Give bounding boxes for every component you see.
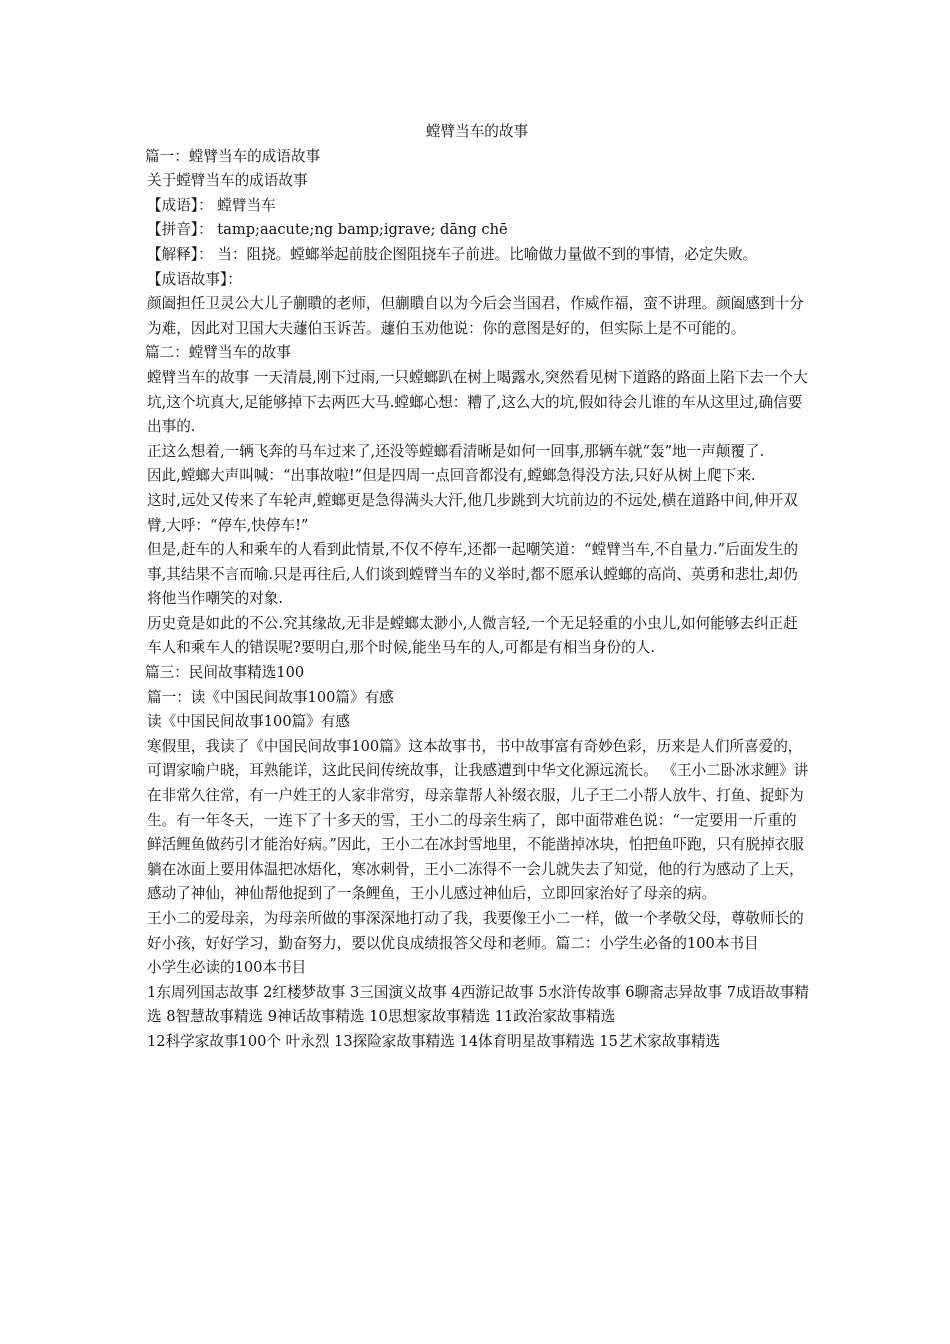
subheading: 关于螳臂当车的成语故事 [147, 172, 308, 190]
paragraph: 正这么想着,一辆飞奔的马车过来了,还没等螳螂看清晰是如何一回事,那辆车就“轰”地一声颠覆了. [147, 442, 765, 460]
explanation-field: 【解释】： 当：阻挠。螳螂举起前肢企图阻挠车子前进。比喻做力量做不到的事情，必定失败。 [147, 245, 758, 263]
idiom-field: 【成语】： 螳臂当车 [147, 196, 276, 214]
pinyin-field: 【拼音】： tamp;aacute;ng bamp;igrave; dāng chē [147, 221, 508, 239]
paragraph: 因此,螳螂大声叫喊：“出事故啦!”但是四周一点回音都没有,螳螂急得没方法,只好从树上爬下来. [147, 467, 756, 485]
paragraph: 王小二的爱母亲，为母亲所做的事深深地打动了我，我要像王小二一样，做一个孝敬父母，尊敬师长的好小孩，好好学习，勤奋努力，要以优良成绩报答父母和老师。篇二：小学生必备的100本书目 [147, 910, 804, 952]
paragraph: 但是,赶车的人和乘车的人看到此情景,不仅不停车,还都一起嘲笑道：“螳臂当车,不自量力.”后面发生的事,其结果不言而喻.只是再往后,人们谈到螳臂当车的义举时,都不愿承认螳螂的高尚、英勇和悲壮,却仍将他当作嘲笑的对象. [147, 541, 799, 608]
story-label: 【成语故事】： [147, 270, 242, 288]
subheading: 小学生必读的100本书目 [147, 959, 307, 977]
paragraph: 历史竟是如此的不公.究其缘故,无非是螳螂太渺小,人微言轻,一个无足轻重的小虫儿,如何能够去纠正赶车人和乘车人的错误呢?要明白,那个时候,能坐马车的人,可都是有相当身份的人. [147, 614, 798, 657]
document-title: 螳臂当车的故事 [425, 123, 529, 140]
book-list: 12科学家故事100个 叶永烈 13探险家故事精选 14体育明星故事精选 15艺术家故事精选 [147, 1032, 721, 1050]
section-heading: 篇一：螳臂当车的成语故事 [145, 147, 321, 165]
paragraph: 螳臂当车的故事 一天清晨,刚下过雨,一只螳螂趴在树上喝露水,突然看见树下道路的路面上陷下去一个大坑,这个坑真大,足能够掉下去两匹大马.螳螂心想：糟了,这么大的坑,假如待会儿谁的车从这里过,确信要出事的. [147, 368, 808, 436]
subheading: 篇一：读《中国民间故事100篇》有感 [147, 688, 394, 706]
paragraph: 寒假里，我读了《中国民间故事100篇》这本故事书，书中故事富有奇妙色彩，历来是人们所喜爱的，可谓家喻户晓，耳熟能详，这此民间传统故事，让我感遭到中华文化源远流长。 《王小二卧冰求鲤》讲在非常久往常，有一户姓王的人家非常穷，母亲靠帮人补缀衣服，儿子王二小帮人放牛、打鱼、捉虾为生。有一年冬天，一连下了十多天的雪，王小二的母亲生病了，郎中面带难色说：“一定要用一斤重的鲜活鲤鱼做药引才能治好病。”因此，王小二在冰封雪地里，不能凿掉冰块，怕把鱼吓跑，只有脱掉衣服躺在冰面上要用体温把冰焐化，寒冰刺骨，王小二冻得不一会儿就失去了知觉，他的行为感动了上天，感动了神仙，神仙帮他捉到了一条鲤鱼，王小儿感过神仙后，立即回家治好了母亲的病。 [147, 737, 809, 903]
section-heading: 篇三：民间故事精选100 [145, 664, 305, 682]
paragraph: 颜阖担任卫灵公大儿子蒯瞶的老师，但蒯瞶自以为今后会当国君，作威作福，蛮不讲理。颜阖感到十分为难，因此对卫国大夫蘧伯玉诉苦。蘧伯玉劝他说：你的意图是好的，但实际上是不可能的。 [147, 295, 804, 337]
paragraph: 这时,远处又传来了车轮声,螳螂更是急得满头大汗,他几步跳到大坑前边的不远处,横在道路中间,伸开双臂,大呼：“停车,快停车!” [147, 491, 798, 534]
document-page [145, 120, 809, 1055]
book-list: 1东周列国志故事 2红楼梦故事 3三国演义故事 4西游记故事 5水浒传故事 6聊斋志异故事 7成语故事精选 8智慧故事精选 9神话故事精选 10思想家故事精选 11政治家故事精选 [147, 983, 809, 1026]
subheading: 读《中国民间故事100篇》有感 [147, 713, 350, 731]
section-heading: 篇二：螳臂当车的故事 [145, 344, 291, 362]
